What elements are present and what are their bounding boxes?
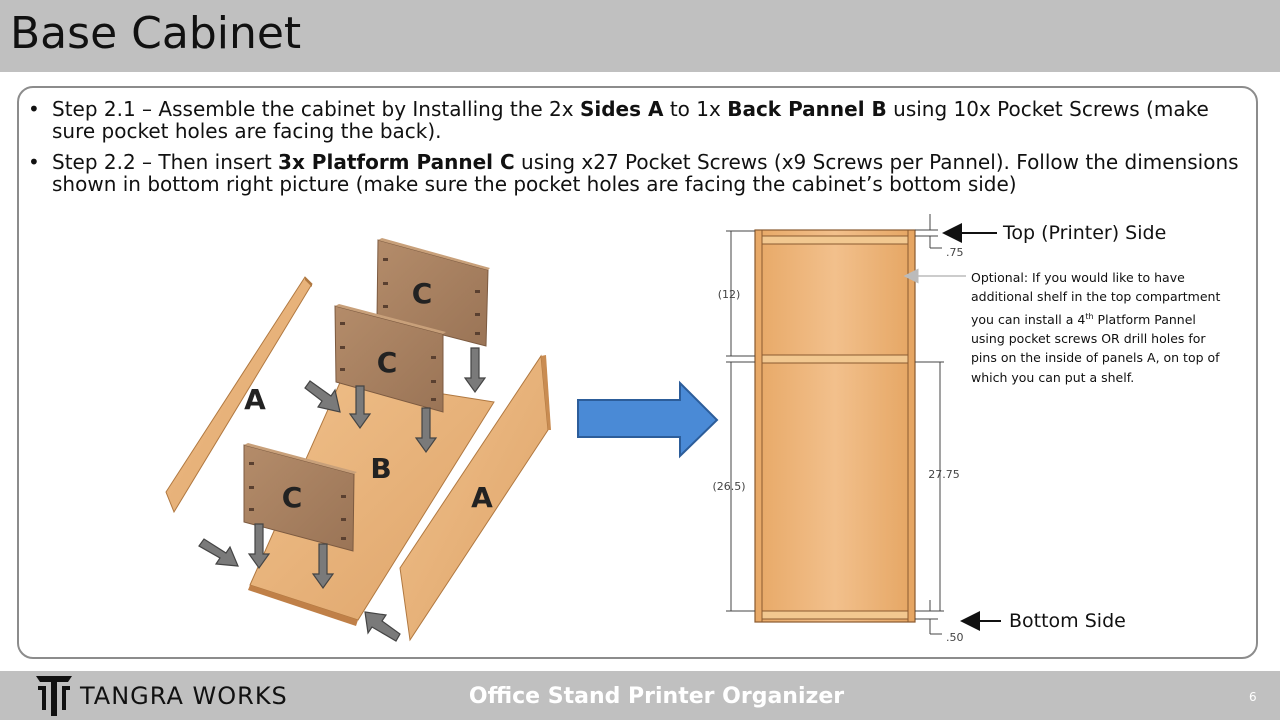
arrow-diag-2 (199, 539, 238, 566)
note-superscript: th (1085, 311, 1094, 321)
note-text: Platform Pannel using pocket screws OR drill holes for pins on the inside of panels A, on top of which you can put a shelf. (971, 311, 1220, 385)
arrow-diag-3 (365, 612, 400, 641)
arrow-down-1 (465, 348, 485, 392)
label-a-left: A (244, 383, 266, 416)
step-bold: 3x Platform Pannel C (278, 150, 515, 174)
step-text: using 10x Pocket Screws (make sure pocket holes are facing the back). (52, 97, 1209, 143)
step-text: Follow the dimensions shown in bottom right picture (make sure the pocket holes are facing the cabinet’s bottom side) (52, 150, 1239, 196)
dim-top-thickness: .75 (946, 246, 964, 259)
top-side-label: Top (Printer) Side (1003, 222, 1167, 244)
slide-title: Base Cabinet (10, 8, 302, 59)
note-text: Optional: If you would like to have additional shelf in the top compartment you can install a 4 (971, 270, 1221, 327)
brand-name: TANGRA WORKS (80, 682, 288, 710)
label-b: B (370, 452, 392, 485)
label-a-right: A (471, 481, 493, 514)
label-c-top: C (411, 277, 433, 310)
dim-lower-height: 27.75 (928, 468, 960, 481)
label-c-middle: C (376, 346, 398, 379)
step-bold: Sides A (579, 97, 664, 121)
optional-note (971, 268, 1233, 387)
dim-lower-compartment: (26.5) (712, 480, 746, 493)
step-text: Step 2.2 – Then insert (52, 150, 279, 174)
page-number: 6 (1249, 690, 1257, 704)
bullet: • (28, 150, 40, 174)
step-text: to 1x (663, 97, 728, 121)
bullet: • (28, 97, 40, 121)
arrow-diag-1 (305, 381, 340, 412)
dim-bottom-thickness: .50 (946, 631, 964, 644)
label-c-bottom: C (281, 481, 303, 514)
step-bold: Back Pannel B (727, 97, 887, 121)
step-text: Step 2.1 – Assemble the cabinet by Installing the 2x (52, 97, 580, 121)
bottom-side-label: Bottom Side (1009, 610, 1126, 632)
cabinet-elevation (755, 230, 915, 622)
step-text: using x27 Pocket Screws (x9 Screws per Pannel). (514, 150, 1010, 174)
footer-product-title: Office Stand Printer Organizer (468, 684, 845, 709)
big-blue-arrow-icon (578, 383, 717, 456)
dim-upper-compartment: (12) (717, 288, 741, 301)
